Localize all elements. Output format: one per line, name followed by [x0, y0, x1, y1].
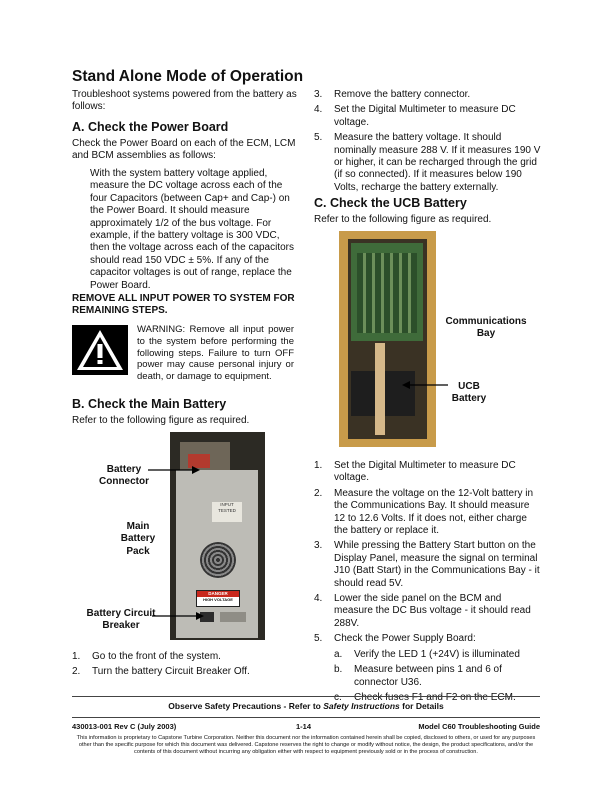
danger-label: [196, 590, 240, 607]
ucb-battery-callout: UCB Battery: [451, 381, 487, 405]
section-a-body: With the system battery voltage applied, measure the DC voltage across each of the four Capacitors (between Cap+ and Cap-) on the Power Board. It should measure approximately 1/2 of the bus voltage. For example, if the battery voltage is 300 VDC, then the voltage across each of the capacitors should read 150 VDC ± 5%. If any of the capacitor voltages is out of range, replace the Power Board.: [90, 168, 295, 291]
list-item: 1. Go to the front of the system.: [72, 651, 221, 662]
doc-number: 430013-001 Rev C (July 2003): [72, 722, 177, 731]
battery-strap: [375, 343, 385, 435]
list-item: 1. Set the Digital Multimeter to measure DC voltage.: [314, 460, 516, 484]
list-item: 3. Remove the battery connector.: [314, 89, 471, 100]
section-b-intro: Refer to the following figure as required.: [72, 415, 250, 426]
warning-icon-box: [72, 325, 128, 375]
footer-rule-top: [72, 696, 540, 697]
breaker-panel: [220, 612, 246, 622]
warning-triangle-icon: [72, 325, 128, 375]
list-item: b. Measure between pins 1 and 6 of connector U36.: [334, 664, 502, 688]
list-item: 2. Measure the voltage on the 12-Volt battery in the Communications Bay. It should measure 12 to 12.6 Volts. If it does not, either charge the battery or replace it.: [314, 487, 534, 537]
battery-connector-arrow: [146, 464, 202, 478]
danger-label-subtext: HIGH VOLTAGE: [203, 597, 233, 602]
guide-title: Model C60 Troubleshooting Guide: [418, 722, 540, 731]
section-c-intro: Refer to the following figure as required.: [314, 214, 492, 225]
ucb-battery-arrow: [400, 378, 450, 392]
section-b-heading: B. Check the Main Battery: [72, 397, 227, 411]
list-item: a. Verify the LED 1 (+24V) is illuminated: [334, 648, 520, 660]
section-b-steps-left: [72, 651, 300, 682]
warning-text: WARNING: Remove all input power to the system before performing the following steps. Failure to turn OFF power may cause personal injury or death, or damage to equipment.: [137, 324, 294, 383]
remove-power-notice: REMOVE ALL INPUT POWER TO SYSTEM FOR REMAINING STEPS.: [72, 293, 295, 317]
circuit-breaker-arrow: [150, 610, 206, 624]
communications-bay-callout: Communications Bay: [445, 316, 527, 340]
input-tested-sticker: [212, 502, 242, 522]
safety-notice: Observe Safety Precautions - Refer to Safety Instructions for Details: [168, 701, 444, 711]
list-item: 5. Check the Power Supply Board: a. Verify the LED 1 (+24V) is illuminated b. Measure between pins 1 and 6 of connector U36. c. Check fuses F1 and F2 on the ECM.: [314, 633, 542, 704]
section-b-steps-right: [314, 89, 542, 197]
circuit-board-components: [357, 253, 417, 333]
main-battery-pack-callout: Main Battery Pack: [120, 521, 156, 557]
section-a-heading: A. Check the Power Board: [72, 120, 229, 134]
section-c-steps: [314, 460, 542, 707]
page-number: 1-14: [296, 722, 312, 731]
legal-notice: This information is proprietary to Capstone Turbine Corporation. Neither this document nor the information contained herein shall be copied, disclosed to others, or used for any purposes other than the specific purpose for which this document was delivered. Capstone reserves the right to change or modify without notice, the design, the product specifications, and/or the contents of this document without incurring any obligation either with respect to equipment previously sold or in the process of construction.: [76, 735, 536, 755]
section-a-intro: Check the Power Board on each of the ECM, LCM and BCM assemblies as follows:: [72, 138, 296, 162]
battery-circuit-breaker-callout: Battery Circuit Breaker: [86, 608, 156, 632]
cooling-fan: [200, 542, 236, 578]
list-item: 4. Lower the side panel on the BCM and measure the DC Bus voltage - it should read 288V.: [314, 593, 531, 629]
list-item: 3. While pressing the Battery Start button on the Display Panel, measure the signal on terminal J10 (Batt Start) in the Communications Bay - it should read 5V.: [314, 540, 540, 589]
intro-text: Troubleshoot systems powered from the battery as follows:: [72, 89, 297, 113]
page-title: Stand Alone Mode of Operation: [72, 68, 304, 85]
danger-label-header: DANGER: [197, 591, 239, 597]
input-tested-label: INPUT TESTED: [218, 502, 236, 513]
list-item: 5. Measure the battery voltage. It should nominally measure 288 V. If it measures 190 V or higher, it can be recharged through the grid (if so connected). If it measures below 190 Volts, recharge the battery externally.: [314, 132, 541, 193]
list-item: 2. Turn the battery Circuit Breaker Off.: [72, 666, 250, 678]
ucb-photo: [339, 231, 436, 447]
list-item: 4. Set the Digital Multimeter to measure DC voltage.: [314, 104, 516, 128]
list-item: c. Check fuses F1 and F2 on the ECM.: [334, 691, 516, 703]
section-c-heading: C. Check the UCB Battery: [314, 196, 467, 210]
battery-connector-callout: Battery Connector: [99, 464, 149, 488]
footer-rule-bottom: [72, 717, 540, 718]
